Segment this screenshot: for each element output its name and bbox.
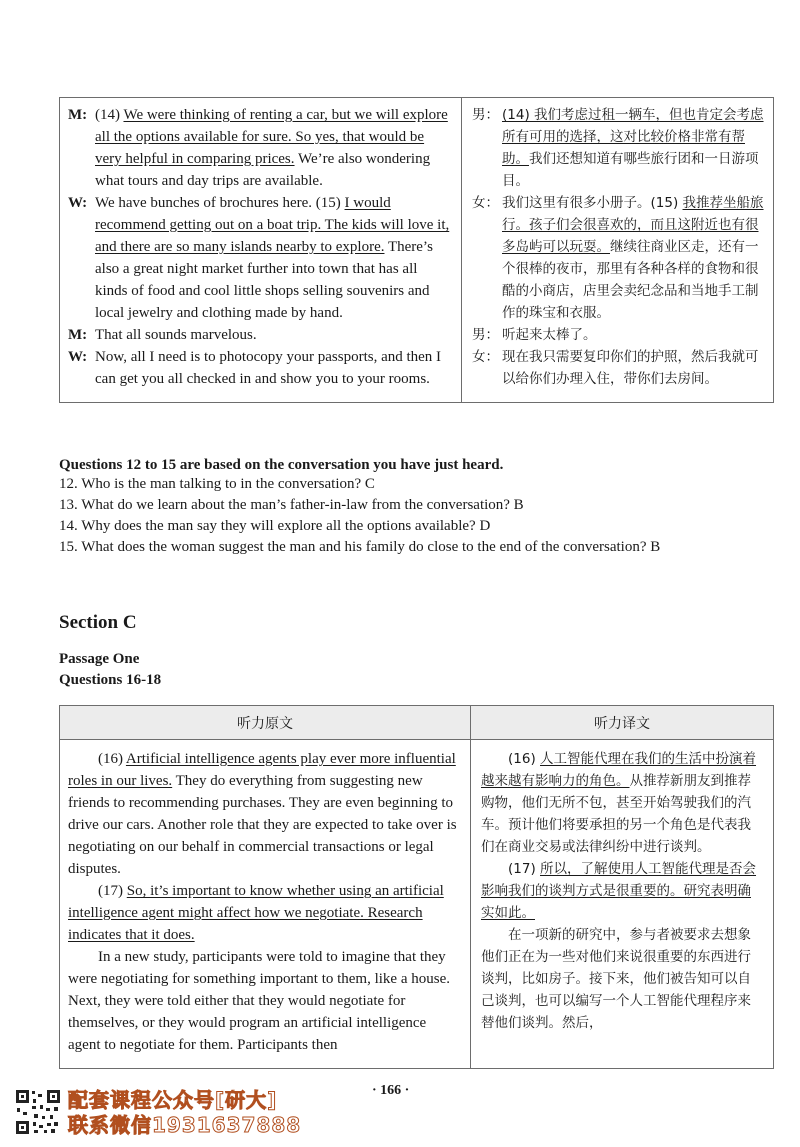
question-item: 14. Why does the man say they will explore all the options available? D [59,518,491,534]
text-segment: (17) [98,883,127,899]
text-segment: 我们这里有很多小册子。(15) [502,195,683,211]
underlined-answer-text: (14) 我们考虑过租一辆车，但也肯定会考虑所有可用的选择，这对比较价格非常有帮助。 [502,107,764,167]
passage-paragraph [68,748,462,880]
question-item: 15. What does the woman suggest the man and his family do close to the end of the conversation? B [59,539,661,555]
questions-heading: Questions 12 to 15 are based on the conversation you have just heard. [59,457,504,473]
text-segment: (14) [95,107,124,123]
dialogue-english-cell [60,98,462,403]
section-title: Section C [59,612,137,633]
text-segment: (17) [508,861,541,877]
header-translation: 听力译文 [471,706,774,740]
underlined-answer-text: 所以，了解使用人工智能代理是否会影响我们的谈判方式是很重要的。研究表明确实如此。 [481,861,757,921]
dialogue-english [68,104,453,390]
speaker-label: W: [68,195,88,211]
text-segment: 在一项新的研究中，参与者被要求去想象他们正在为一些对他们来说很重要的东西进行谈判，比如房子。接下来，他们被告知可以自己谈判，也可以编写一个人工智能代理程序来替他们谈判。然后， [481,927,751,1031]
passage-paragraph [481,858,763,924]
passage-paragraph [68,880,462,946]
text-segment: We have bunches of brochures here. (15) [95,195,345,211]
dialogue-table [59,97,774,403]
turn-text [95,324,453,346]
text-segment: (16) [98,751,126,767]
dialogue-chinese [472,104,765,390]
text-segment: 从推荐新朋友到推荐购物，他们无所不包，甚至开始驾驶我们的汽车。预计他们将要承担的另一个角色是代表我们在商业交易或法律纠纷中进行谈判。 [481,773,751,855]
dialogue-turn [472,192,765,324]
text-segment: There’s also a great night market further into town that has all kinds of food and cool little shops selling souvenirs and local jewelry and clothing made by hand. [95,239,433,321]
dialogue-turn [472,346,765,390]
question-item: 13. What do we learn about the man’s father-in-law from the conversation? B [59,497,524,513]
header-original-text: 听力原文 [60,706,471,740]
question-range: Questions 16-18 [59,672,162,688]
turn-text [502,324,765,346]
passage-paragraph [481,748,763,858]
question-item: 12. Who is the man talking to in the conversation? C [59,476,375,492]
speaker-label: M: [68,107,88,123]
speaker-label: 男： [472,107,499,123]
watermark-line-2: 联系微信1931637888 [68,1113,302,1137]
text-segment: In a new study, participants were told to imagine that they were negotiating for something important to them, like a house. Next, they were told either that they would negotiate for themselves, or they would program an artificial intelligence agent to negotiate for them. Participants then [68,949,450,1053]
turn-text [502,192,765,324]
passage-chinese-cell [471,740,774,1069]
speaker-label: W: [68,349,88,365]
questions-block [59,457,779,558]
text-segment: 听起来太棒了。 [502,327,597,343]
turn-text [95,104,453,192]
passage-english [68,748,462,1056]
speaker-label: 男： [472,327,499,343]
dialogue-turn [472,104,765,192]
passage-english-cell [60,740,471,1069]
underlined-answer-text: So, it’s important to know whether using an artificial intelligence agent might affect how we negotiate. Research indicates that it does. [68,883,444,943]
text-segment: They do everything from suggesting new friends to recommending purchases. They are even beginning to drive our cars. Another role that they are expected to take over is negotiating on our behalf in commercial transactions or legal disputes. [68,773,457,877]
passage-title: Passage One [59,651,140,667]
passage-table [59,705,774,1069]
questions-list [59,474,779,558]
dialogue-turn [68,346,453,390]
dialogue-chinese-cell [462,98,774,403]
underlined-answer-text: 我推荐坐船旅行。孩子们会很喜欢的，而且这附近也有很多岛屿可以玩耍。 [502,195,764,255]
speaker-label: 女： [472,195,499,211]
speaker-label: M: [68,327,88,343]
turn-text [95,192,453,324]
turn-text [502,104,765,192]
dialogue-turn [68,192,453,324]
underlined-answer-text: 人工智能代理在我们的生活中扮演着越来越有影响力的角色。 [481,751,757,789]
dialogue-turn [68,104,453,192]
text-segment: (16) [508,751,541,767]
text-segment: Now, all I need is to photocopy your passports, and then I can get you all checked in and show you to your rooms. [95,349,442,387]
text-segment: 我们还想知道有哪些旅行团和一日游项目。 [502,151,759,189]
watermark-line-1: 配套课程公众号[研大] [68,1088,278,1112]
passage-paragraph [481,924,763,1034]
qr-code-icon [14,1088,62,1136]
passage-chinese [481,748,763,1034]
dialogue-turn [68,324,453,346]
turn-text [502,346,765,390]
page-number: · 166 · [372,1083,410,1098]
passage-paragraph [68,946,462,1056]
text-segment: That all sounds marvelous. [95,327,257,343]
text-segment: 现在我只需要复印你们的护照，然后我就可以给你们办理入住，带你们去房间。 [502,349,759,387]
underlined-answer-text: We were thinking of renting a car, but we will explore all the options available for sure. So yes, that would be very helpful in comparing prices. [95,107,448,167]
text-segment: 继续往商业区走，还有一个很棒的夜市，那里有各种各样的食物和很酷的小商店，店里会卖纪念品和当地手工制作的珠宝和衣服。 [502,239,759,321]
turn-text [95,346,453,390]
underlined-answer-text: Artificial intelligence agents play ever more influential roles in our lives. [68,751,456,789]
underlined-answer-text: I would recommend getting out on a boat trip. The kids will love it, and there are so many islands nearby to explore. [95,195,450,255]
text-segment: We’re also wondering what tours and day trips are available. [95,151,431,189]
speaker-label: 女： [472,349,499,365]
dialogue-turn [472,324,765,346]
